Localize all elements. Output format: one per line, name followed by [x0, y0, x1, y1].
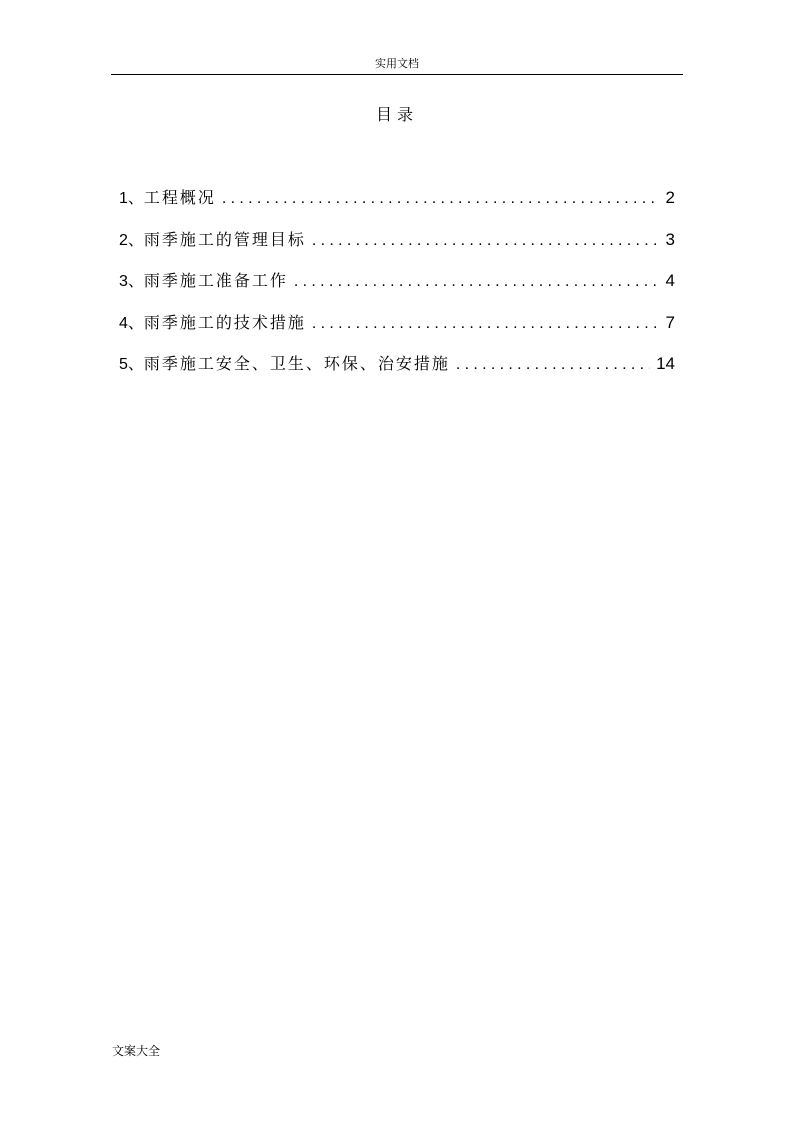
toc-entry-text: 雨季施工的技术措施	[143, 312, 306, 332]
toc-entry-text: 雨季施工准备工作	[143, 271, 288, 290]
toc-entry[interactable]	[119, 228, 675, 270]
toc-entry[interactable]	[119, 311, 675, 353]
toc-entry[interactable]	[119, 352, 675, 394]
toc-page-number: 7	[665, 312, 675, 332]
toc-dot-leader	[456, 353, 650, 377]
toc-entry-number: 3、	[119, 273, 144, 290]
toc-entry-label	[119, 352, 450, 377]
toc-entry-label	[119, 311, 306, 336]
toc-entry-text: 雨季施工的管理目标	[143, 229, 306, 249]
toc-entry-number: 1、	[119, 190, 144, 207]
toc-page-number: 4	[665, 271, 675, 290]
toc-entry-label	[119, 228, 306, 253]
toc-entry[interactable]	[119, 269, 675, 311]
toc-entry-number: 4、	[119, 314, 144, 332]
toc-entry-number: 5、	[119, 356, 144, 373]
toc-dot-leader	[294, 270, 660, 294]
toc-entry[interactable]	[119, 186, 675, 228]
toc-title: 目录	[375, 105, 418, 124]
header-divider	[111, 74, 683, 75]
toc-entry-text: 雨季施工安全、卫生、环保、治安措施	[143, 354, 450, 373]
page-footer: 文案大全	[112, 1044, 161, 1058]
toc-page-number: 2	[665, 188, 675, 207]
toc-entry-text: 工程概况	[143, 188, 216, 207]
toc-entry-label	[119, 269, 288, 294]
page-header: 实用文档	[375, 57, 419, 70]
toc-page-number: 3	[665, 229, 675, 249]
toc-page-number: 14	[656, 354, 675, 373]
toc-dot-leader	[312, 229, 660, 253]
toc-dot-leader	[222, 187, 660, 211]
table-of-contents	[119, 186, 675, 394]
toc-dot-leader	[312, 312, 660, 336]
toc-entry-number: 2、	[119, 231, 144, 249]
toc-entry-label	[119, 186, 216, 211]
